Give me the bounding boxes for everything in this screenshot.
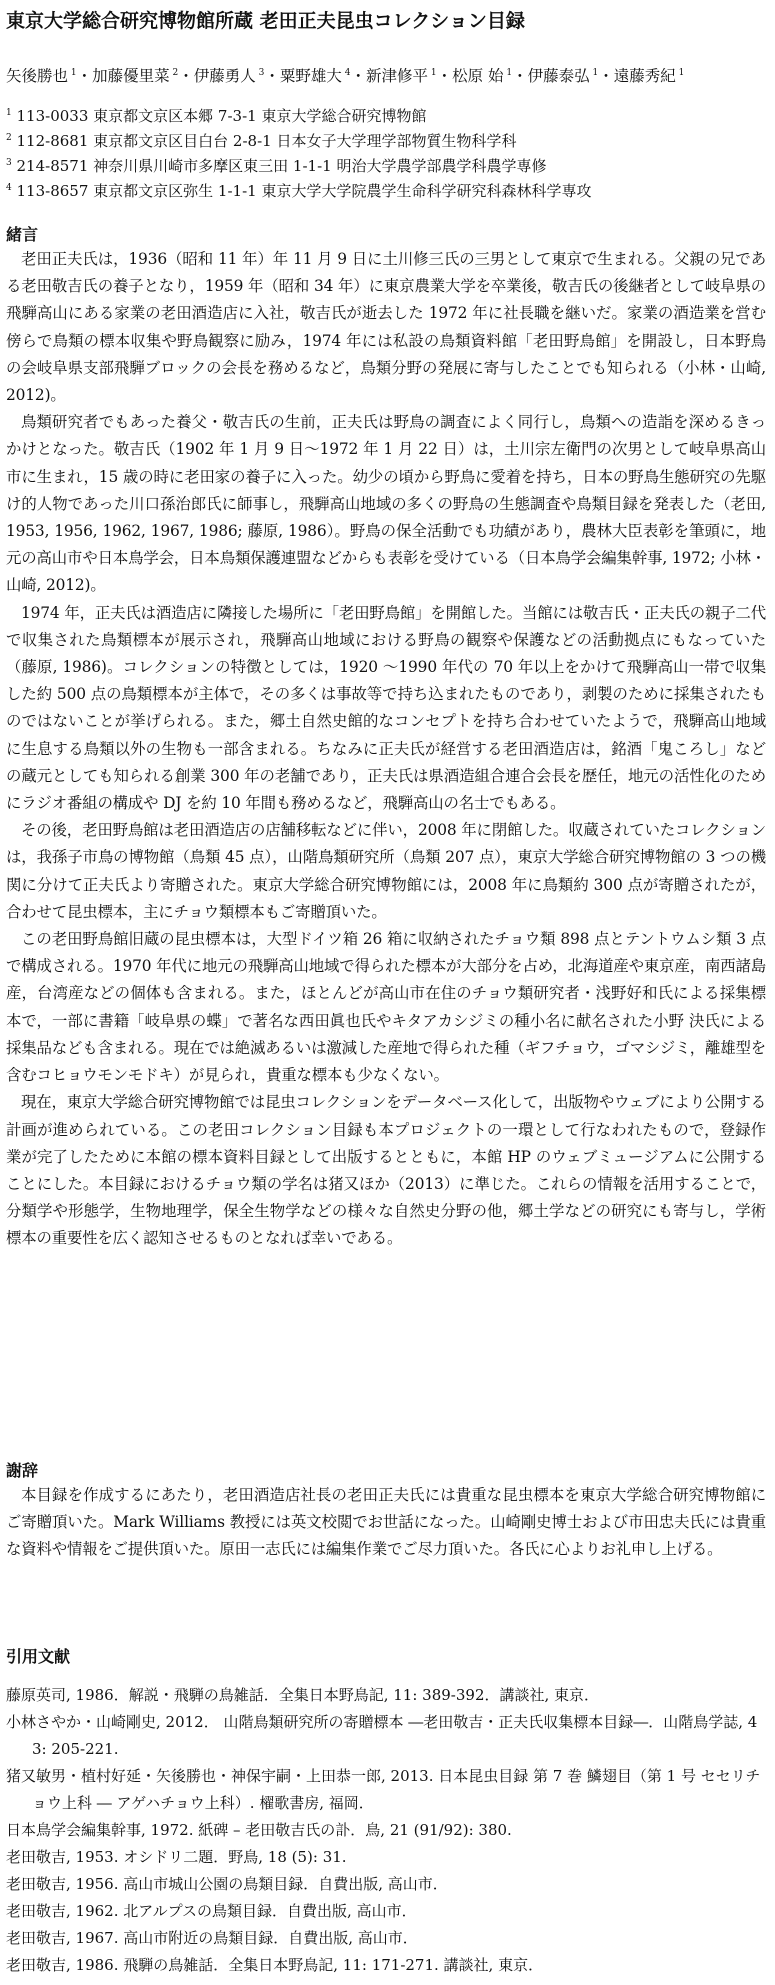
reference-item: 老田敬吉, 1986. 飛騨の鳥雑話．全集日本野鳥記, 11: 171-271. 講談社, 東京． [6, 1956, 544, 1974]
author-name: 松原 始 [452, 67, 504, 85]
author-list [6, 65, 766, 87]
author-name: 新津修平 [366, 67, 429, 85]
author-separator: ・ [76, 67, 93, 85]
author-name: 矢後勝也 [6, 67, 69, 85]
reference-item: 猪又敏男・植村好延・矢後勝也・神保宇嗣・上田恭一郎, 2013. 日本昆虫目録 第 7 巻 鱗翅目（第 1 号 セセリチョウ上科 ― アゲハチョウ上科）. 櫂歌書房, 福岡． [6, 1767, 761, 1812]
author-affiliation-mark: 1 [68, 67, 77, 78]
author-name: 伊藤勇人 [193, 67, 256, 85]
affiliation-item [6, 179, 766, 204]
reference-list [6, 1682, 766, 1979]
author-affiliation-mark: 1 [503, 67, 513, 78]
author-affiliation-mark: 1 [589, 67, 599, 78]
acknowledgements-paragraph: 本目録を作成するにあたり，老田酒造店社長の老田正夫氏には貴重な昆虫標本を東京大学総合研究博物館にご寄贈頂いた。Mark Williams 教授には英文校閲でお世話になった。山崎剛史博士および市田忠夫氏には貴重な資料や情報をご提供頂いた。原田一志氏には編集作業でご尽力頂いた。各氏に心よりお礼申し上げる。 [6, 1486, 766, 1559]
references-heading: 引用文献 [6, 1647, 71, 1666]
author-name: 加藤優里菜 [92, 67, 170, 85]
reference-item: 日本鳥学会編集幹事, 1972. 紙碑 – 老田敬吉氏の訃．鳥, 21 (91/92): 380. [6, 1821, 512, 1839]
author-separator: ・ [512, 67, 528, 85]
intro-body [6, 246, 766, 1253]
author-affiliation-mark: 1 [675, 67, 685, 78]
intro-paragraph-5: この老田野鳥館旧蔵の昆虫標本は，大型ドイツ箱 26 箱に収納されたチョウ類 898 点とテントウムシ類 3 点で構成される。1970 年代に地元の飛騨高山地域で得られた標本が大部分を占め，北海道産や東京産，南西諸島産，台湾産などの個体も含まれる。また，ほとんどが高山市在住のチョウ類研究者・浅野好和氏による採集標本で，一部に書籍「岐阜県の蝶」で著名な西田眞也氏やキタアカシジミの種小名に献名された小野 決氏による採集品なども含まれる。現在では絶滅あるいは激減した産地で得られた種（ギフチョウ，ゴマシジミ，離雄型を含むコヒョウモンモドキ）が見られ，貴重な標本も少なくない。 [6, 930, 766, 1085]
affiliation-mark: 2 [6, 133, 12, 143]
affiliation-text: 214-8571 神奈川県川崎市多摩区東三田 1-1-1 明治大学農学部農学科農学専修 [11, 157, 547, 175]
acknowledgements-heading: 謝辞 [6, 1461, 39, 1480]
affiliation-list [6, 104, 766, 204]
reference-item: 老田敬吉, 1962. 北アルプスの鳥類目録．自費出版, 高山市． [6, 1902, 417, 1920]
author-name: 粟野雄大 [279, 67, 342, 85]
reference-item: 老田敬吉, 1967. 高山市附近の鳥類目録．自費出版, 高山市． [6, 1929, 418, 1947]
affiliation-item [6, 129, 766, 154]
paper-title: 東京大学総合研究博物館所蔵 老田正夫昆虫コレクション目録 [6, 10, 525, 32]
author-separator: ・ [178, 67, 194, 85]
intro-paragraph-1: 老田正夫氏は，1936（昭和 11 年）年 11 月 9 日に土川修三氏の三男として東京で生まれる。父親の兄である老田敬吉氏の養子となり，1959 年（昭和 34 年）に東京農業大学を卒業後，敬吉氏の後継者として岐阜県の飛騨高山にある家業の老田酒造店に入社，敬吉氏が逝去した 1972 年に社長職を継いだ。家業の酒造業を営む傍らで鳥類の標本収集や野鳥観察に励み，1974 年には私設の鳥類資料館「老田野鳥館」を開設し，日本野鳥の会岐阜県支部飛騨ブロックの会長を務めるなど，鳥類分野の発展に寄与したことでも知られる（小林・山崎, 2012)。 [6, 250, 766, 405]
affiliation-item [6, 104, 766, 129]
author-name: 遠藤秀紀 [613, 67, 676, 85]
author-separator: ・ [350, 67, 366, 85]
reference-item: 老田敬吉, 1956. 高山市城山公園の鳥類目録．自費出版, 高山市． [6, 1875, 448, 1893]
intro-heading: 緒言 [6, 225, 39, 244]
affiliation-text: 113-8657 東京都文京区弥生 1-1-1 東京大学大学院農学生命科学研究科森林科学専攻 [11, 182, 592, 200]
reference-item: 藤原英司, 1986．解説・飛騨の鳥雑話．全集日本野鳥記, 11: 389-392．講談社, 東京． [6, 1686, 600, 1704]
author-affiliation-mark: 2 [169, 67, 179, 78]
affiliation-mark: 1 [6, 108, 12, 118]
affiliation-mark: 4 [6, 183, 12, 193]
author-name: 伊藤泰弘 [527, 67, 590, 85]
affiliation-item [6, 154, 766, 179]
author-affiliation-mark: 4 [341, 67, 351, 78]
reference-item: 老田敬吉, 1953. オシドリ二題．野鳥, 18 (5): 31. [6, 1848, 347, 1866]
intro-paragraph-4: その後，老田野鳥館は老田酒造店の店舗移転などに伴い，2008 年に閉館した。収蔵されていたコレクションは，我孫子市鳥の博物館（鳥類 45 点），山階鳥類研究所（鳥類 207 点），東京大学総合研究博物館の 3 つの機関に分けて正夫氏より寄贈された。東京大学総合研究博物館には，2008 年に鳥類約 300 点が寄贈されたが，合わせて昆虫標本，主にチョウ類標本もご寄贈頂いた。 [6, 821, 766, 921]
intro-paragraph-6: 現在，東京大学総合研究博物館では昆虫コレクションをデータベース化して，出版物やウェブにより公開する計画が進められている。この老田コレクション目録も本プロジェクトの一環として行なわれたもので，登録作業が完了したために本館の標本資料目録として出版するとともに，本館 HP のウェブミュージアムに公開することにした。本目録におけるチョウ類の学名は猪又ほか（2013）に準じた。これらの情報を活用することで，分類学や形態学，生物地理学，保全生物学などの様々な自然史分野の他，郷土学などの研究にも寄与し，学術標本の重要性を広く認知させるものとなれば幸いである。 [6, 1093, 766, 1248]
affiliation-text: 112-8681 東京都文京区目白台 2-8-1 日本女子大学理学部物質生物科学科 [11, 132, 517, 150]
acknowledgements-body [6, 1482, 766, 1564]
reference-item: 小林さやか・山崎剛史, 2012． 山階鳥類研究所の寄贈標本 ―老田敬吉・正夫氏収集標本目録―．山階鳥学誌, 43: 205-221. [6, 1713, 758, 1758]
affiliation-mark: 3 [6, 158, 12, 168]
intro-paragraph-3: 1974 年，正夫氏は酒造店に隣接した場所に「老田野鳥館」を開館した。当館には敬吉氏・正夫氏の親子二代で収集された鳥類標本が展示され，飛騨高山地域における野鳥の観察や保護などの活動拠点にもなっていた（藤原, 1986)。コレクションの特徴としては，1920 〜1990 年代の 70 年以上をかけて飛騨高山一帯で収集した約 500 点の鳥類標本が主体で，その多くは事故等で持ち込まれたものであり，剥製のために採集されたものではないことが挙げられる。また，郷土自然史館的なコンセプトを持ち合わせていたようで，飛騨高山地域に生息する鳥類以外の生物も一部含まれる。ちなみに正夫氏が経営する老田酒造店は，銘酒「鬼ころし」などの蔵元としても知られる創業 300 年の老舗であり，正夫氏は県酒造組合連合会長を歴任，地元の活性化のためにラジオ番組の構成や DJ を約 10 年間も務めるなど，飛騨高山の名士でもある。 [6, 603, 766, 813]
intro-paragraph-2: 鳥類研究者でもあった養父・敬吉氏の生前，正夫氏は野鳥の調査によく同行し，鳥類への造詣を深めるきっかけとなった。敬吉氏（1902 年 1 月 9 日〜1972 年 1 月 22 日）は，土川宗左衛門の次男として岐阜県高山市に生まれ，15 歳の時に老田家の養子に入った。幼少の頃から野鳥に愛着を持ち，日本の野鳥生態研究の先駆け的人物であった川口孫治郎氏に師事し，飛騨高山地域の多くの野鳥の生態調査や鳥類目録を発表した（老田, 1953, 1956, 1962, 1967, 1986; 藤原, 1986）。野鳥の保全活動でも功績があり，農林大臣表彰を筆頭に，地元の高山市や日本鳥学会，日本鳥類保護連盟などからも表彰を受けている（日本鳥学会編集幹事, 1972; 小林・山崎, 2012)。 [6, 413, 766, 595]
author-affiliation-mark: 1 [428, 67, 437, 78]
author-affiliation-mark: 3 [255, 67, 265, 78]
author-separator: ・ [598, 67, 614, 85]
author-separator: ・ [436, 67, 453, 85]
author-separator: ・ [264, 67, 280, 85]
affiliation-text: 113-0033 東京都文京区本郷 7-3-1 東京大学総合研究博物館 [11, 107, 427, 125]
